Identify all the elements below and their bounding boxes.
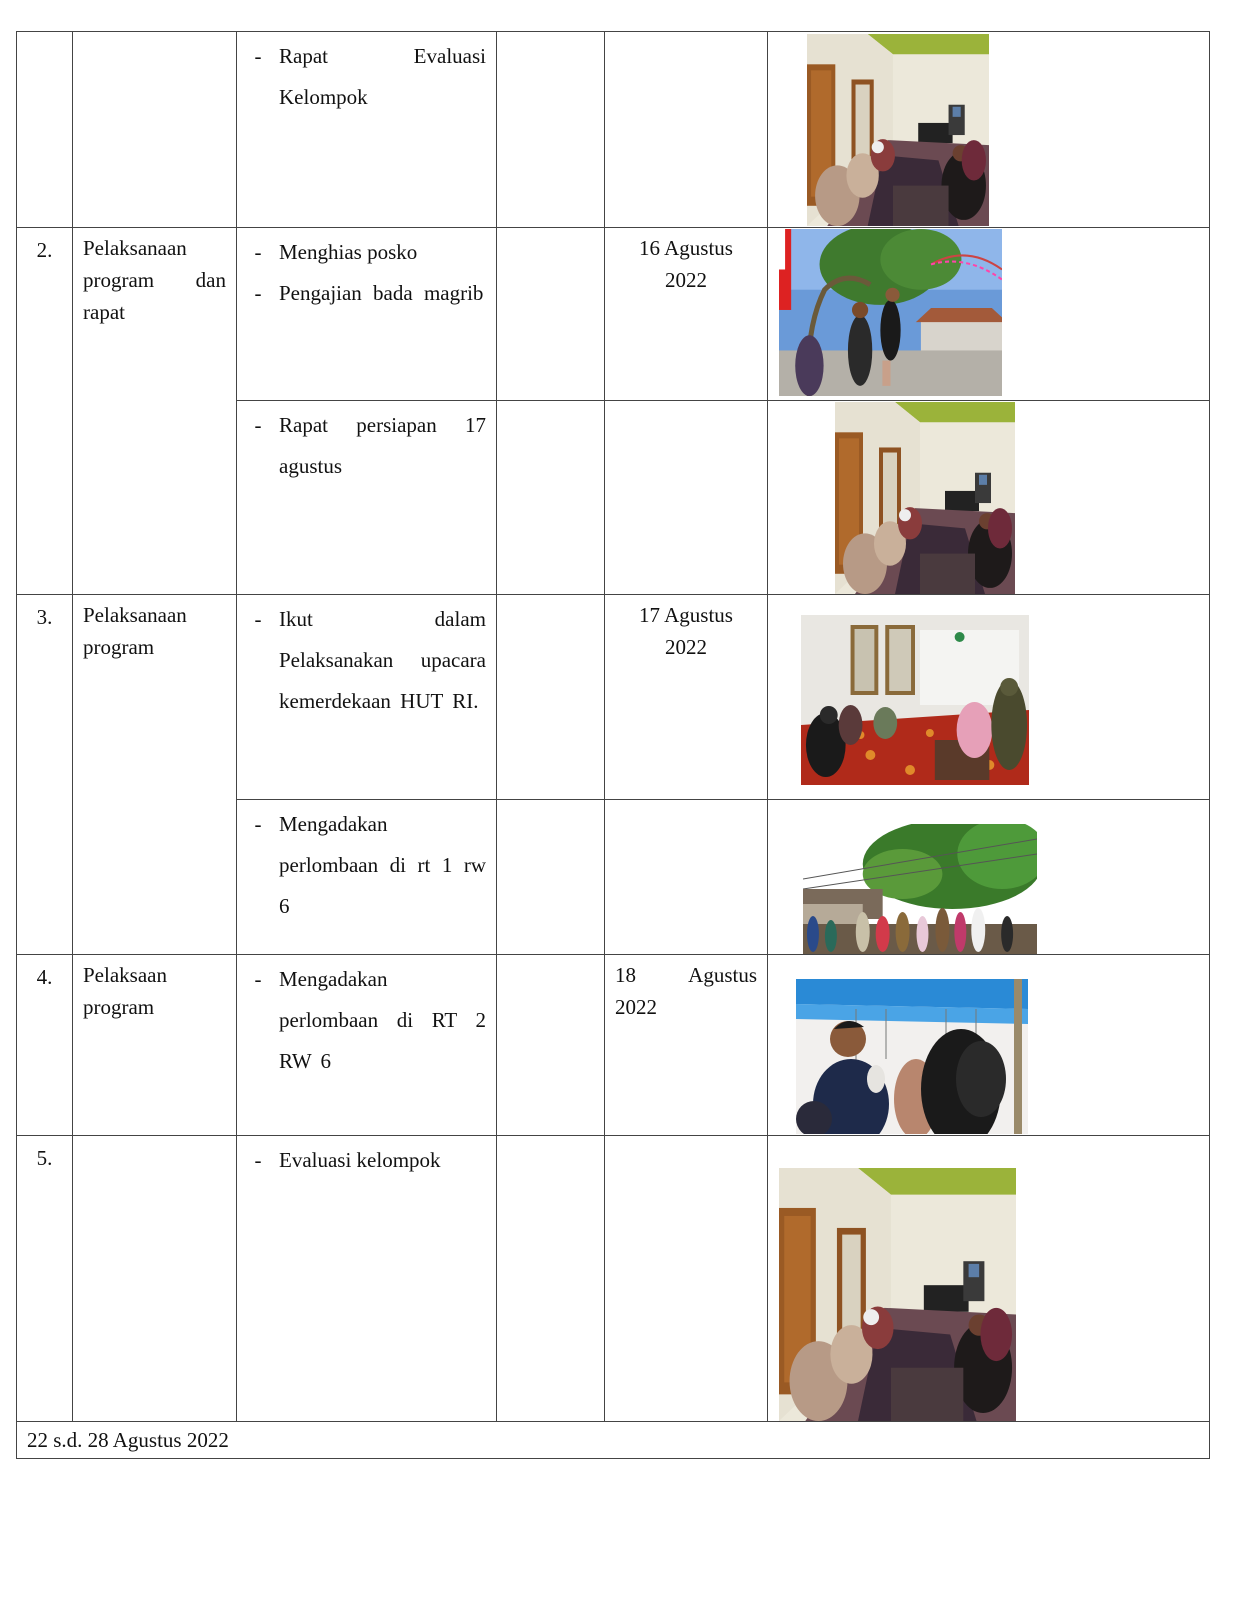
activity-name [73, 228, 237, 595]
item-text: Rapat persiapan 17 agustus [279, 413, 486, 478]
bullet-dash: - [254, 281, 262, 305]
activity-items [237, 228, 497, 401]
date-cell [605, 401, 768, 595]
photo-cell [768, 401, 1210, 595]
photo-cell [768, 32, 1210, 228]
period-label: 22 s.d. 28 Agustus 2022 [17, 1422, 1210, 1459]
bullet-dash: - [254, 240, 262, 264]
row-number: 5. [17, 1136, 73, 1422]
list-item [237, 599, 486, 722]
date-cell [605, 800, 768, 955]
table-row [17, 32, 1210, 228]
empty-cell [497, 228, 605, 401]
activity-items [237, 800, 497, 955]
row-number: 4. [17, 955, 73, 1136]
empty-cell [497, 32, 605, 228]
activity-name [73, 955, 237, 1136]
activity-name [73, 595, 237, 955]
bullet-dash: - [254, 607, 262, 631]
table-footer-row [17, 1422, 1210, 1459]
activity-name-text: Pelaksanaan program [83, 603, 187, 659]
date-cell [605, 228, 768, 401]
photo-cell [768, 955, 1210, 1136]
item-text: Pengajian bada magrib [279, 281, 484, 305]
row-number: 3. [17, 595, 73, 955]
list-item [237, 405, 486, 487]
date-cell [605, 32, 768, 228]
list-item [237, 232, 486, 273]
empty-cell [497, 800, 605, 955]
item-text: Mengadakan perlombaan di RT 2 RW 6 [279, 967, 486, 1073]
activity-name-text: Pelaksanaan program dan rapat [83, 236, 226, 324]
item-text: Menghias posko [279, 240, 418, 264]
list-item [237, 36, 486, 118]
date-cell [605, 1136, 768, 1422]
competition-hanging-photo [796, 979, 1028, 1134]
village-competition-photo [803, 824, 1037, 954]
meeting-room-photo [835, 402, 1015, 594]
bullet-dash: - [254, 1148, 262, 1172]
activity-items [237, 595, 497, 800]
item-text: Mengadakan perlombaan di rt 1 rw 6 [279, 812, 486, 918]
date-cell [605, 595, 768, 800]
decorating-posko-photo [779, 229, 1002, 396]
empty-cell [497, 1136, 605, 1422]
item-text: Ikut dalam Pelaksanakan upacara kemerdekaan HUT RI. [279, 607, 486, 713]
list-item [237, 959, 486, 1082]
photo-cell [768, 1136, 1210, 1422]
activity-table [16, 31, 1210, 1459]
quran-study-photo [801, 615, 1029, 785]
bullet-dash: - [254, 44, 262, 68]
activity-items [237, 32, 497, 228]
bullet-dash: - [254, 413, 262, 437]
meeting-room-photo [807, 34, 989, 226]
meeting-room-photo [779, 1168, 1016, 1421]
bullet-dash: - [254, 967, 262, 991]
item-text: Evaluasi kelompok [279, 1148, 441, 1172]
date-text: 16 Agustus 2022 [639, 236, 733, 292]
date-text: 17 Agustus 2022 [639, 603, 733, 659]
photo-cell [768, 800, 1210, 955]
empty-cell [497, 955, 605, 1136]
date-text: 18 Agustus 2022 [615, 963, 757, 1019]
item-text: Rapat Evaluasi Kelompok [279, 44, 486, 109]
activity-name [73, 32, 237, 228]
activity-name-text: Pelaksaan program [83, 963, 167, 1019]
bullet-dash: - [254, 812, 262, 836]
table-row [17, 955, 1210, 1136]
date-cell [605, 955, 768, 1136]
empty-cell [497, 401, 605, 595]
activity-items [237, 955, 497, 1136]
photo-cell [768, 595, 1210, 800]
activity-name [73, 1136, 237, 1422]
activity-items [237, 401, 497, 595]
table-row [17, 228, 1210, 401]
table-row [17, 595, 1210, 800]
empty-cell [497, 595, 605, 800]
list-item [237, 1140, 486, 1181]
list-item [237, 273, 486, 314]
activity-items [237, 1136, 497, 1422]
table-row [17, 1136, 1210, 1422]
photo-cell [768, 228, 1210, 401]
row-number: 2. [17, 228, 73, 595]
list-item [237, 804, 486, 927]
row-number [17, 32, 73, 228]
